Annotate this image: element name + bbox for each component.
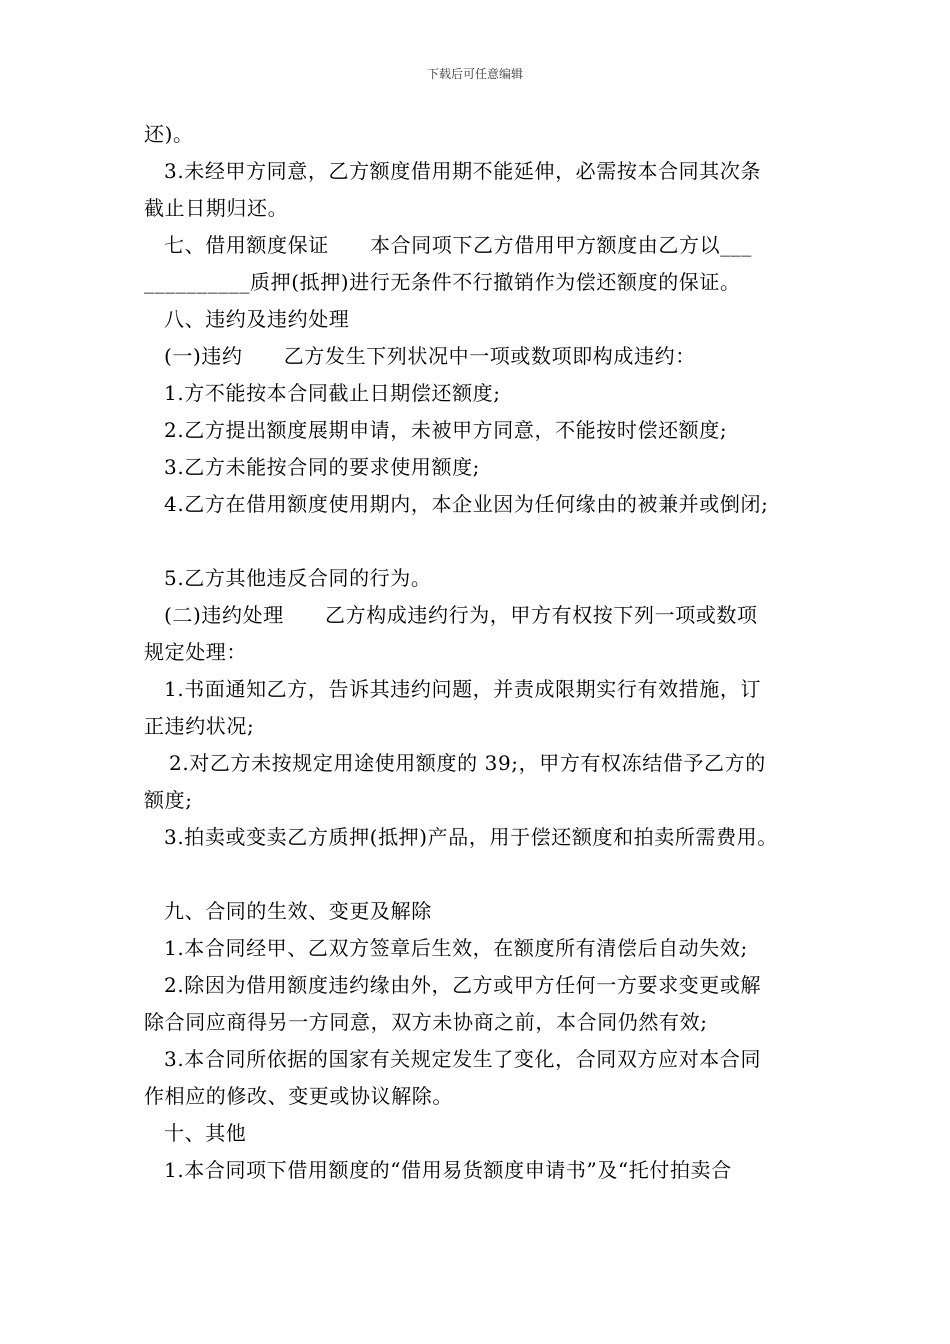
- text-line: 3.乙方未能按合同的要求使用额度;: [164, 455, 481, 479]
- text-line: 1.本合同项下借用额度的“借用易货额度申请书”及“托付拍卖合: [164, 1158, 732, 1182]
- text-line: 除合同应商得另一方同意，双方未协商之前，本合同仍然有效;: [144, 1010, 708, 1034]
- text-line: 作相应的修改、变更或协议解除。: [144, 1084, 453, 1108]
- text-line: 截止日期归还。: [144, 196, 289, 220]
- blank-line: [144, 523, 814, 560]
- text-line: 3.未经甲方同意，乙方额度借用期不能延伸，必需按本合同其次条: [164, 159, 762, 183]
- document-body: [144, 116, 814, 1189]
- blank-line: [144, 856, 814, 893]
- text-line: 规定处理：: [144, 640, 247, 664]
- text-line: 1.书面通知乙方，告诉其违约问题，并责成限期实行有效措施，订: [164, 677, 762, 701]
- text-line: 3.拍卖或变卖乙方质押(抵押)产品，用于偿还额度和拍卖所需费用。: [164, 825, 778, 849]
- text-line: 2.除因为借用额度违约缘由外，乙方或甲方任何一方要求变更或解: [164, 973, 762, 997]
- subsection-heading: (二)违约处理 乙方构成违约行为，甲方有权按下列一项或数项: [164, 603, 758, 627]
- text-line: __________质押(抵押)进行无条件不行撤销作为偿还额度的保证。: [144, 270, 741, 294]
- text-line: 1.本合同经甲、乙双方签章后生效，在额度所有清偿后自动失效;: [164, 936, 748, 960]
- text-line: 正违约状况;: [144, 714, 255, 738]
- text-line: 3.本合同所依据的国家有关规定发生了变化，合同双方应对本合同: [164, 1047, 762, 1071]
- page-header: 下载后可任意编辑: [426, 67, 523, 81]
- text-line: 1.方不能按本合同截止日期偿还额度;: [164, 381, 501, 405]
- subsection-heading: (一)违约 乙方发生下列状况中一项或数项即构成违约：: [164, 344, 696, 368]
- text-line: 额度;: [144, 788, 193, 812]
- text-line: 还)。: [144, 122, 194, 146]
- text-line: 5.乙方其他违反合同的行为。: [164, 566, 432, 590]
- section-heading: 八、违约及违约处理: [164, 307, 350, 331]
- section-heading: 十、其他: [164, 1121, 247, 1145]
- text-line: 2.乙方提出额度展期申请，未被甲方同意，不能按时偿还额度;: [164, 418, 728, 442]
- section-heading: 七、借用额度保证 本合同项下乙方借用甲方额度由乙方以___: [164, 233, 752, 257]
- text-line: 2.对乙方未按规定用途使用额度的 39;，甲方有权冻结借予乙方的: [169, 751, 766, 775]
- text-line: 4.乙方在借用额度使用期内，本企业因为任何缘由的被兼并或倒闭;: [164, 492, 769, 516]
- section-heading: 九、合同的生效、变更及解除: [164, 899, 432, 923]
